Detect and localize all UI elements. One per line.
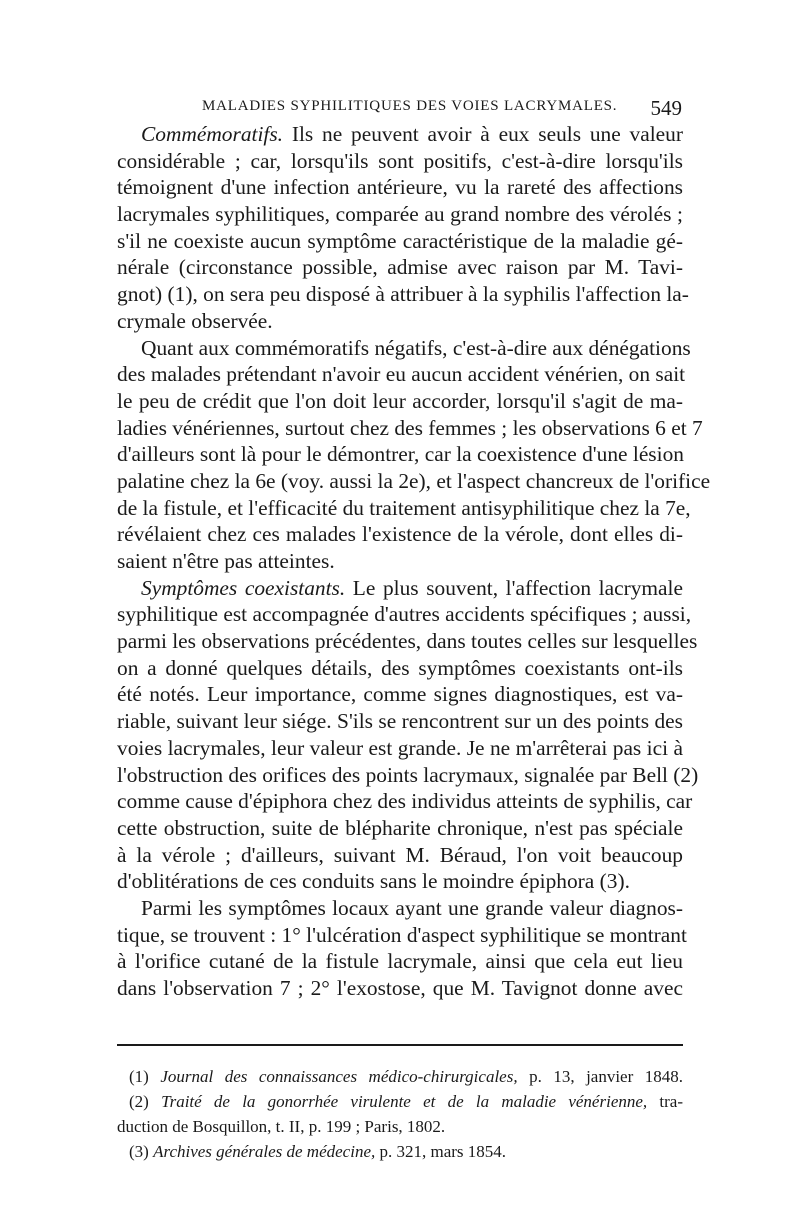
text-line (117, 388, 683, 415)
line-text: palatine chez la 6e (voy. aussi la 2e), et l'aspect chancreux de l'orifice (117, 468, 711, 493)
line-text: dans l'observation 7 ; 2° l'exostose, que M. Tavignot donne avec (117, 976, 683, 1000)
line-text: riable, suivant leur siége. S'ils se rencontrent sur un des points des (117, 709, 683, 734)
footnote (117, 1139, 683, 1164)
footnote-text: (1) (129, 1067, 161, 1086)
footnote (117, 1089, 683, 1114)
text-line (117, 788, 693, 815)
line-text: saient n'être pas atteintes. (117, 549, 335, 573)
text-line (117, 815, 683, 842)
text-line (117, 922, 687, 949)
line-text: on a donné quelques détails, des symptômes coexistants ont-ils (117, 655, 683, 680)
line-text: le peu de crédit que l'on doit leur accorder, lorsqu'il s'agit de ma- (117, 388, 683, 413)
main-text (117, 121, 711, 1002)
text-line (117, 468, 711, 495)
text-line (117, 601, 692, 628)
section-heading: Commémoratifs. (141, 122, 284, 146)
footnote-reference: p. 13, janvier 1848. (517, 1067, 684, 1086)
footnote-source-title: Traité de la gonorrhée virulente et de la maladie vénérienne, (161, 1092, 648, 1111)
text-line (117, 975, 683, 1002)
text-line (117, 441, 683, 468)
text-line (117, 228, 683, 255)
line-text: l'obstruction des orifices des points lacrymaux, signalée par Bell (2) (117, 762, 699, 787)
text-line (117, 575, 683, 602)
text-line (117, 708, 683, 735)
line-text: crymale observée. (117, 308, 273, 333)
page-number: 549 (650, 96, 682, 120)
line-text: d'ailleurs sont là pour le démontrer, car la coexistence d'une lésion (117, 442, 684, 467)
footnote-source-title: Archives générales de médecine, (153, 1142, 376, 1161)
line-text: des malades prétendant n'avoir eu aucun accident vénérien, on sait (117, 362, 686, 387)
line-text: s'il ne coexiste aucun symptôme caractéristique de la maladie gé- (117, 228, 683, 253)
line-text: à l'orifice cutané de la fistule lacrymale, ainsi que cela eut lieu (117, 949, 683, 974)
text-line (117, 308, 683, 335)
text-line (117, 762, 699, 789)
footnote-reference: tra- (647, 1092, 684, 1111)
footnote-text: duction de Bosquillon, t. II, p. 199 ; Paris, 1802. (117, 1117, 446, 1136)
line-text: voies lacrymales, leur valeur est grande. Je ne m'arrêterai pas ici à (117, 735, 683, 760)
line-text: parmi les observations précédentes, dans toutes celles sur lesquelles (117, 629, 698, 654)
text-line (117, 681, 683, 708)
line-text: de la fistule, et l'efficacité du traitement antisyphilitique chez la 7e, (117, 495, 691, 520)
footnotes (117, 1064, 683, 1164)
line-text: révélaient chez ces malades l'existence de la vérole, dont elles di- (117, 522, 683, 547)
line-text: Quant aux commémoratifs négatifs, c'est-à-dire aux dénégations (141, 335, 691, 360)
text-line (117, 174, 683, 201)
line-text: été notés. Leur importance, comme signes diagnostiques, est va- (117, 682, 683, 707)
text-line (117, 548, 683, 575)
text-line (117, 415, 703, 442)
text-line (117, 842, 683, 869)
line-text: témoignent d'une infection antérieure, vu la rareté des affections (117, 175, 683, 200)
line-text: gnot) (1), on sera peu disposé à attribuer à la syphilis l'affection la- (117, 282, 689, 307)
text-line (117, 361, 686, 388)
line-text: cette obstruction, suite de blépharite chronique, n'est pas spéciale (117, 815, 683, 840)
line-text: tique, se trouvent : 1° l'ulcération d'aspect syphilitique se montrant (117, 922, 687, 947)
line-text: comme cause d'épiphora chez des individus atteints de syphilis, car (117, 789, 693, 814)
running-title: MALADIES SYPHILITIQUES DES VOIES LACRYMALES. (202, 98, 618, 114)
text-line (117, 201, 683, 228)
section-heading: Symptômes coexistants. (141, 575, 346, 600)
line-text: nérale (circonstance possible, admise avec raison par M. Tavi- (117, 255, 683, 280)
line-text: syphilitique est accompagnée d'autres accidents spécifiques ; aussi, (117, 602, 692, 627)
footnote (117, 1064, 683, 1089)
footnote-reference: p. 321, mars 1854. (375, 1142, 507, 1161)
line-text: Le plus souvent, l'affection lacrymale (345, 575, 683, 600)
text-line (117, 335, 691, 362)
line-text: à la vérole ; d'ailleurs, suivant M. Béraud, l'on voit beaucoup (117, 842, 683, 867)
line-text: d'oblitérations de ces conduits sans le moindre épiphora (3). (117, 869, 630, 894)
line-text: ladies vénériennes, surtout chez des femmes ; les observations 6 et 7 (117, 415, 703, 440)
text-line (117, 948, 683, 975)
line-text: lacrymales syphilitiques, comparée au grand nombre des vérolés ; (117, 202, 683, 227)
text-line (117, 521, 683, 548)
text-line (117, 254, 683, 281)
text-line (117, 495, 691, 522)
text-line (117, 628, 698, 655)
text-line (117, 121, 683, 148)
running-header (160, 96, 682, 124)
text-line (117, 281, 689, 308)
text-line (117, 895, 683, 922)
text-line (117, 148, 683, 175)
footnote-text: (3) (129, 1142, 154, 1161)
text-line (117, 655, 683, 682)
text-line (117, 735, 683, 762)
footnote (117, 1114, 683, 1139)
footnote-rule (117, 1044, 683, 1046)
line-text: Ils ne peuvent avoir à eux seuls une valeur (283, 122, 683, 146)
text-line (117, 868, 683, 895)
line-text: Parmi les symptômes locaux ayant une grande valeur diagnos- (141, 895, 683, 920)
line-text: considérable ; car, lorsqu'ils sont positifs, c'est-à-dire lorsqu'ils (117, 148, 683, 173)
footnote-text: (2) (129, 1092, 162, 1111)
footnote-source-title: Journal des connaissances médico-chirurgicales, (160, 1067, 518, 1086)
